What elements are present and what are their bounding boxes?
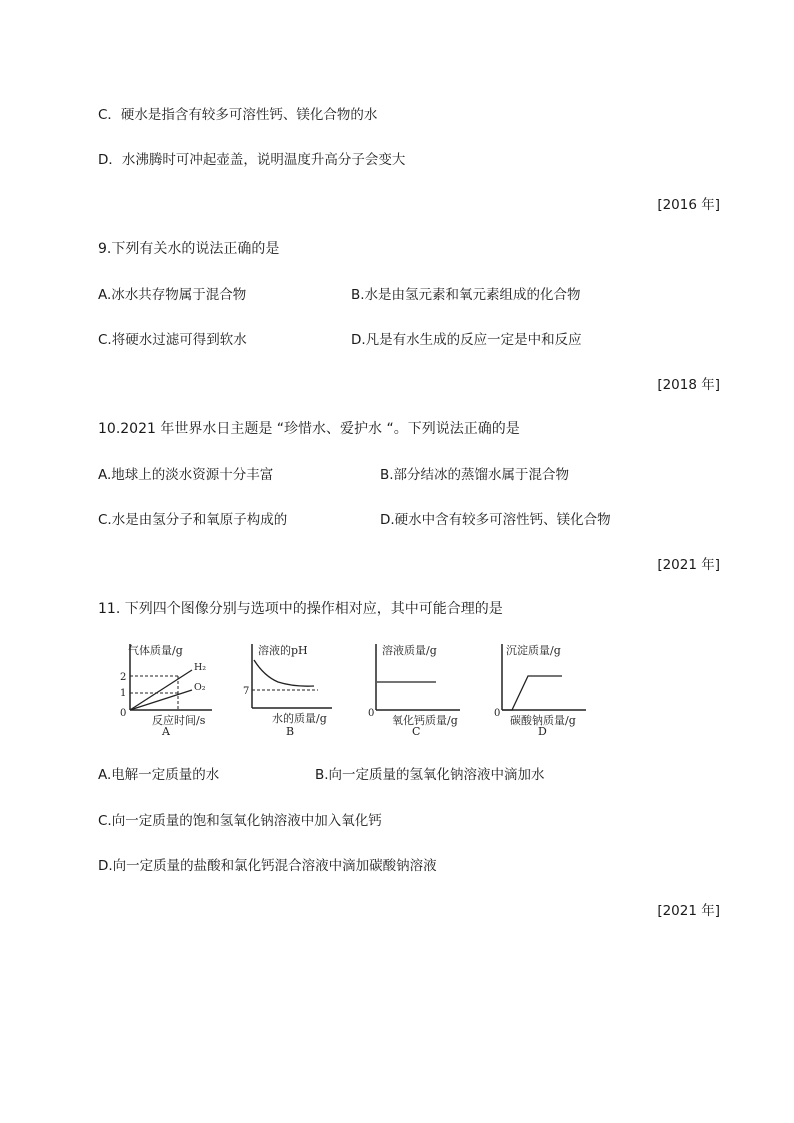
chart-b-xlabel: 水的质量/g [272,712,327,725]
chart-a [116,640,216,740]
q10-option-b: B.部分结冰的蒸馏水属于混合物 [380,467,570,483]
q9-option-a: A.冰水共存物属于混合物 [98,287,247,303]
chart-d-ylabel: 沉淀质量/g [506,644,561,657]
chart-d-series [502,676,562,710]
q9-stem: 9.下列有关水的说法正确的是 [98,241,280,257]
q11-option-b: B.向一定质量的氢氧化钠溶液中滴加水 [315,767,545,783]
chart-c-svg [366,640,466,736]
chart-c-origin: 0 [368,708,375,719]
chart-b-series [254,660,314,686]
q10-stem: 10.2021 年世界水日主题是 “珍惜水、爱护水 “。下列说法正确的是 [98,421,520,437]
q9-year-tag: [2018 年] [657,377,720,393]
chart-d-origin: 0 [494,708,501,719]
q11-year-tag: [2021 年] [657,903,720,919]
chart-c-ylabel: 溶液质量/g [382,644,437,657]
q11-option-c: C.向一定质量的饱和氢氧化钠溶液中加入氧化钙 [98,813,382,829]
chart-a-label-o2: O₂ [194,682,206,693]
chart-b-ytick-7: 7 [243,686,250,697]
prev-option-d: D．水沸腾时可冲起壶盖，说明温度升高分子会变大 [98,152,406,168]
chart-c-xlabel: 氧化钙质量/g [392,714,458,727]
prev-year-tag: [2016 年] [657,197,720,213]
q9-option-c: C.将硬水过滤可得到软水 [98,332,247,348]
q10-year-tag: [2021 年] [657,557,720,573]
chart-b-svg [242,640,342,736]
chart-d [492,640,592,740]
q9-option-b: B.水是由氢元素和氧元素组成的化合物 [351,287,581,303]
chart-b-ylabel: 溶液的pH [258,644,308,657]
chart-d-svg [492,640,592,736]
chart-a-label-h2: H₂ [194,662,207,673]
q9-option-d: D.凡是有水生成的反应一定是中和反应 [351,332,582,348]
chart-b-panel: B [286,725,295,736]
chart-a-ylabel: 气体质量/g [128,644,183,657]
q11-option-a: A.电解一定质量的水 [98,767,220,783]
chart-a-ytick-2: 2 [120,672,127,683]
q11-stem: 11. 下列四个图像分别与选项中的操作相对应，其中可能合理的是 [98,601,503,617]
chart-c [366,640,466,740]
chart-d-xlabel: 碳酸钠质量/g [510,714,576,727]
chart-c-panel: C [412,725,421,736]
prev-option-c: C．硬水是指含有较多可溶性钙、镁化合物的水 [98,107,378,123]
q10-option-c: C.水是由氢分子和氧原子构成的 [98,512,288,528]
q11-option-d: D.向一定质量的盐酸和氯化钙混合溶液中滴加碳酸钠溶液 [98,858,437,874]
chart-b [242,640,342,740]
q10-option-d: D.硬水中含有较多可溶性钙、镁化合物 [380,512,611,528]
chart-a-xlabel: 反应时间/s [152,714,206,727]
chart-d-panel: D [538,725,547,736]
chart-a-ytick-1: 1 [120,688,127,699]
chart-a-origin: 0 [120,708,127,719]
chart-a-panel: A [162,725,170,736]
chart-a-svg [116,640,216,736]
q10-option-a: A.地球上的淡水资源十分丰富 [98,467,274,483]
